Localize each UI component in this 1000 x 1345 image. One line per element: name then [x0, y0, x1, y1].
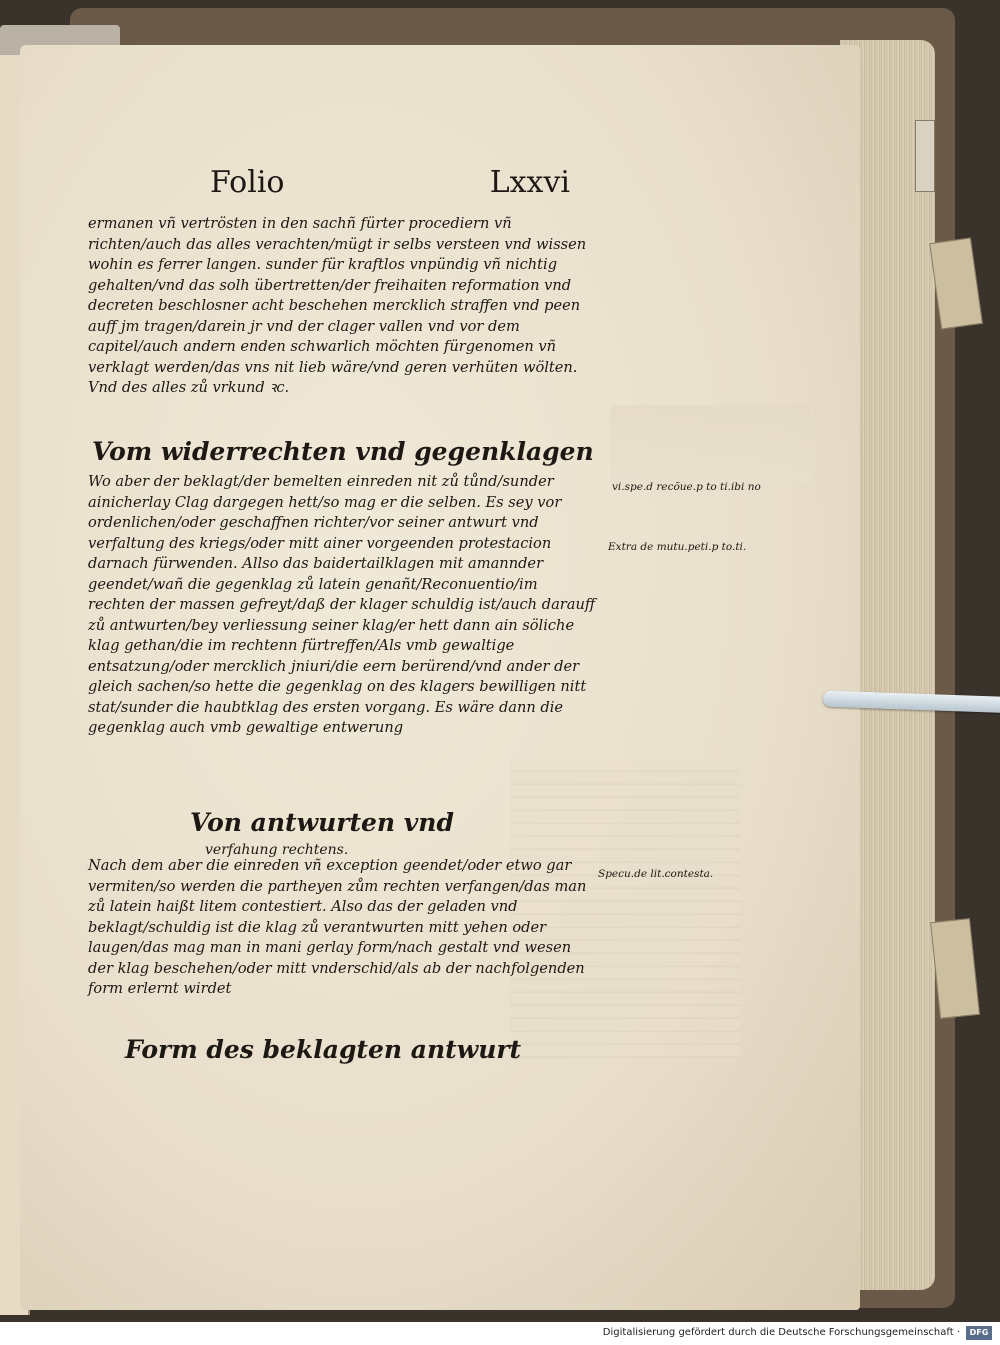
footer-bar [0, 1322, 1000, 1345]
margin-note-2: Extra de mutu.peti.p to.ti. [608, 541, 747, 553]
margin-note-3: Specu.de lit.contesta. [598, 868, 714, 880]
page-header [210, 165, 570, 200]
folio-label: Folio [210, 165, 285, 200]
folio-number: Lxxvi [489, 165, 570, 200]
heading-antwurten: Von antwurten vnd [190, 808, 454, 837]
funding-credit: Digitalisierung gefördert durch die Deutsche Forschungsgemeinschaft · [602, 1327, 960, 1338]
paragraph-1: ermanen vñ vertrösten in den sachñ fürter procediern vñ richten/auch das alles verachten/mügt ir selbs versteen vnd wissen wohin es ferrer langen. sunder für kraftlos vnpündig vñ nichtig gehalten/vnd das solh übertretten/der freihaiten reformation vnd decreten beschlosner acht beschehen mercklich straffen vnd peen auff jm tragen/darein jr vnd der clager vallen vnd vor dem capitel/auch andern enden schwarlich möchten fürgenomen vñ verklagt werden/das vns nit lieb wäre/vnd geren verhüten wölten. Vnd des alles zů vrkund ꝛc. [88, 215, 587, 396]
show-through-text [610, 405, 810, 485]
page-tab-small [915, 120, 935, 192]
heading-gegenklagen: Vom widerrechten vnd gegenklagen [92, 437, 594, 466]
dfg-logo-icon: DFG [966, 1326, 992, 1340]
heading-antwurten-subline: verfahung rechtens. [205, 842, 349, 858]
paragraph-2: Wo aber der beklagt/der bemelten einreden nit zů tůnd/sunder ainicherlay Clag dargegen hett/so mag er die selben. Es sey vor ordenlichen/oder geschaffnen richter/vor seiner antwurt vnd verfaltung des kriegs/oder mitt ainer vorgeenden protestacion darnach fürwenden. Allso das baidertailklagen mit amannder geendet/wañ die gegenklag zů latein genañt/Reconuentio/im rechten der massen gefreyt/daß der klager schuldig ist/auch darauff zů antwurten/bey verliessung seiner klag/er hett dann ain söliche klag gethan/die im rechtenn fürtreffen/Als vmb gewaltige entsatzung/oder mercklich jniuri/die eern berürend/vnd ander der gleich sachen/so hette die gegenklag on des klagers bewilligen nitt stat/sunder die haubtklag des ersten vorgang. Es wäre dann die gegenklag auch vmb gewaltige entwerung [88, 473, 596, 736]
margin-note-1: vi.spe.d recõue.p to ti.ibi no [612, 481, 761, 493]
paragraph-3: Nach dem aber die einreden vñ exception geendet/oder etwo gar vermiten/so werden die partheyen zům rechten verfangen/das man zů latein haißt litem contestiert. Also das der geladen vnd beklagt/schuldig ist die klag zů verantwurten mitt yehen oder laugen/das mag man in mani gerlay form/nach gestalt vnd wesen der klag beschehen/oder mitt vnderschid/als ab der nachfolgenden form erlernt wirdet [88, 857, 587, 997]
heading-form: Form des beklagten antwurt [125, 1035, 522, 1064]
